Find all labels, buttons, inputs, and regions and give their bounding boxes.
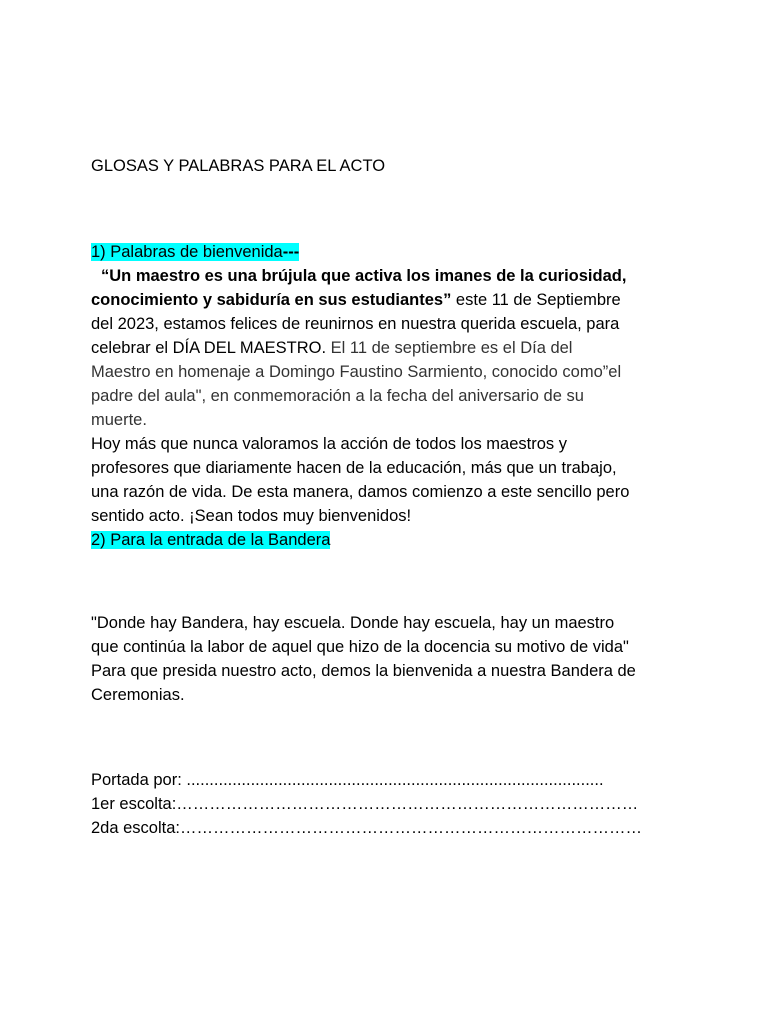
quote-line-1: “Un maestro es una brújula que activa los imanes de la curiosidad, — [101, 267, 627, 285]
escolta1-line: 1er escolta:………………………………………………………………………… — [91, 795, 639, 813]
section2-heading-line — [91, 528, 691, 552]
welcome-line-4a: celebrar el DÍA DEL MAESTRO. — [91, 339, 331, 357]
welcome-line-3: del 2023, estamos felices de reunirnos en nuestra querida escuela, para — [91, 315, 620, 333]
welcome-line-6: padre del aula", en conmemoración a la fecha del aniversario de su — [91, 387, 584, 405]
portada-line: Portada por: ........................................................................................... — [91, 771, 604, 789]
welcome-line-9: profesores que diariamente hacen de la educación, más que un trabajo, — [91, 459, 617, 477]
section1-heading-line — [91, 240, 691, 264]
quote-line-2 — [91, 288, 691, 312]
flag-entrance-section — [91, 611, 691, 707]
welcome-section — [91, 240, 691, 552]
welcome-line-5: Maestro en homenaje a Domingo Faustino Sarmiento, conocido como”el — [91, 363, 622, 381]
welcome-line-4 — [91, 336, 691, 360]
welcome-line-11: sentido acto. ¡Sean todos muy bienvenidos! — [91, 507, 412, 525]
flag-line-1: "Donde hay Bandera, hay escuela. Donde hay escuela, hay un maestro — [91, 614, 615, 632]
section1-heading: 1) Palabras de bienvenida — [91, 243, 283, 261]
escolta2-line: 2da escolta:………………………………………………………………………… — [91, 819, 642, 837]
flag-bearers-section — [91, 768, 691, 840]
section1-heading-dashes: --- — [282, 243, 300, 261]
welcome-line-4b: El 11 de septiembre es el Día del — [330, 339, 573, 357]
document-title: GLOSAS Y PALABRAS PARA EL ACTO — [91, 157, 386, 175]
welcome-line-10: una razón de vida. De esta manera, damos comienzo a este sencillo pero — [91, 483, 630, 501]
welcome-line-7: muerte. — [91, 411, 147, 429]
section2-heading: 2) Para la entrada de la Bandera — [91, 531, 331, 549]
flag-line-3: Para que presida nuestro acto, demos la bienvenida a nuestra Bandera de — [91, 662, 636, 680]
flag-line-2: que continúa la labor de aquel que hizo de la docencia su motivo de vida" — [91, 638, 629, 656]
flag-line-4: Ceremonias. — [91, 686, 185, 704]
quote-line-2-bold: conocimiento y sabiduría en sus estudiantes” — [91, 291, 452, 309]
quote-line-2-tail: este 11 de Septiembre — [451, 291, 621, 309]
welcome-line-8: Hoy más que nunca valoramos la acción de todos los maestros y — [91, 435, 567, 453]
